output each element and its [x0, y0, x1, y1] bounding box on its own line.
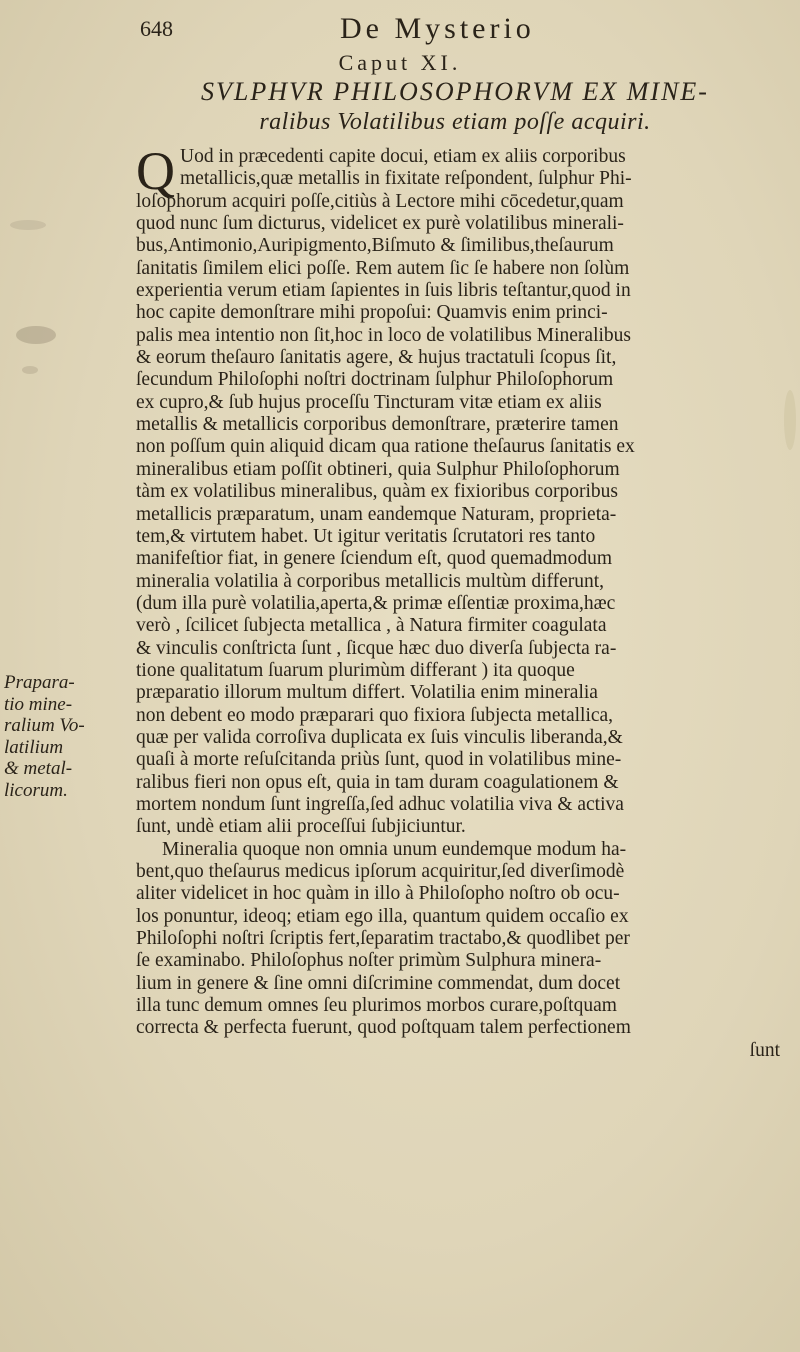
text-line: hoc capite demonſtrare mihi propoſui: Quamvis enim princi- — [136, 302, 608, 324]
text-line: verò , ſcilicet ſubjecta metallica , à Natura firmiter coagulata — [136, 615, 607, 637]
text-line: manifeſtior fiat, in genere ſciendum eſt, quod quemadmodum — [136, 548, 612, 570]
text-line: mineralibus etiam poſſit obtineri, quia Sulphur Philoſophorum — [136, 458, 620, 480]
text-line: & vinculis conſtricta ſunt , ſicque hæc duo diverſa ſubjecta ra- — [136, 637, 617, 659]
text-line: (dum illa purè volatilia,aperta,& primæ eſſentiæ proxima,hæc — [136, 592, 616, 614]
margin-note-line: & metal- — [4, 758, 73, 779]
margin-note-line: ralium Vo- — [4, 715, 85, 736]
text-line: lium in genere & ſine omni diſcrimine commendat, dum docet — [136, 972, 621, 994]
text-line: quod nunc ſum dicturus, videlicet ex purè volatilibus minerali- — [136, 213, 624, 235]
text-line: bus,Antimonio,Auripigmento,Biſmuto & ſimilibus,theſaurum — [136, 235, 614, 257]
text-line: tem,& virtutem habet. Ut igitur veritatis ſcrutatori res tanto — [136, 525, 596, 547]
text-line: bent,quo theſaurus medicus ipſorum acquiritur,ſed diverſimodè — [136, 861, 625, 882]
text-line: metallis & metallicis corporibus demonſtrare, præterire tamen — [136, 414, 619, 436]
margin-note-line: latilium — [4, 736, 64, 758]
margin-note-line: licorum. — [4, 779, 68, 801]
text-line: Philoſophi noſtri ſcriptis fert,ſeparatim tractabo,& quodlibet per — [136, 928, 630, 950]
text-line: mortem nondum ſunt ingreſſa,ſed adhuc volatilia viva & activa — [136, 793, 624, 815]
chapter-title-line-2: ralibus Volatilibus etiam poſſe acquiri. — [259, 109, 651, 135]
text-line: tione qualitatum ſuarum plurimùm differant ) ita quoque — [136, 659, 575, 681]
text-line: los ponuntur, ideoq; etiam ego illa, quantum quidem occaſio ex — [136, 905, 629, 927]
text-line: illa tunc demum omnes ſeu plurimos morbos curare,poſtquam — [136, 995, 617, 1017]
text-line: loſophorum acquiri poſſe,citiùs à Lectore mihi cōcedetur,quam — [136, 190, 624, 212]
text-line: tàm ex volatilibus mineralibus, quàm ex fixioribus corporibus — [136, 481, 618, 503]
text-line: palis mea intentio non ſit,hoc in loco de volatilibus Mineralibus — [136, 324, 632, 346]
text-line: ſe examinabo. Philoſophus noſter primùm Sulphura minera- — [136, 950, 602, 972]
text-line: quaſi à morte reſuſcitanda priùs ſunt, quod in volatilibus mine- — [136, 749, 622, 771]
text-line: Mineralia quoque non omnia unum eundemque modum ha- — [162, 838, 627, 860]
text-line: & eorum theſauro ſanitatis agere, & hujus tractatuli ſcopus ſit, — [136, 347, 617, 369]
margin-note — [4, 672, 132, 801]
text-line: quæ per valida corroſiva duplicata ex ſuis vinculis liberanda,& — [136, 726, 623, 748]
text-line: experientia verum etiam ſapientes in ſuis libris teſtantur,quod in — [136, 280, 631, 302]
text-line: aliter videlicet in hoc quàm in illo à Philoſopho noſtro ob ocu- — [136, 883, 620, 905]
page-number: 648 — [140, 16, 173, 41]
margin-note-line: tio mine- — [4, 693, 73, 715]
chapter-heading: Caput XI. — [338, 50, 462, 75]
text-line: metallicis præparatum, unam eandemque Naturam, proprieta- — [136, 503, 617, 525]
text-line: mineralia volatilia à corporibus metallicis multùm differunt, — [136, 570, 605, 592]
text-line: ex cupro,& ſub hujus proceſſu Tincturam vitæ etiam ex aliis — [136, 391, 602, 413]
running-head — [140, 12, 780, 46]
text-line: præparatio illorum multum differt. Volatilia enim mineralia — [136, 682, 598, 704]
drop-cap: Q — [136, 141, 175, 201]
text-line: metallicis,quæ metallis in fixitate reſpondent, ſulphur Phi- — [180, 168, 632, 190]
margin-note-line: Prapara- — [4, 672, 75, 693]
running-title: De Mysterio — [340, 12, 535, 45]
text-line: ſanitatis ſimilem elici poſſe. Rem autem ſic ſe habere non ſolùm — [136, 257, 630, 279]
text-line: ralibus fieri non opus eſt, quia in tam duram coagulationem & — [136, 771, 619, 793]
chapter-title — [125, 76, 785, 138]
chapter-title-line-1: SVLPHVR PHILOSOPHORVM EX MINE- — [201, 77, 709, 106]
text-line: ſunt — [749, 1039, 780, 1061]
text-line: non poſſum quin aliquid dicam qua ratione theſaurus ſanitatis ex — [136, 436, 635, 458]
text-line: non debent eo modo præparari quo fixiora ſubjecta metallica, — [136, 704, 614, 726]
body-text — [136, 141, 786, 1062]
text-line: correcta & perfecta fuerunt, quod poſtquam talem perfectionem — [136, 1017, 631, 1039]
text-line: ſecundum Philoſophi noſtri doctrinam ſulphur Philoſophorum — [136, 369, 614, 391]
text-line: Uod in præcedenti capite docui, etiam ex aliis corporibus — [180, 146, 626, 167]
text-line: ſunt, undè etiam alii proceſſui ſubjiciuntur. — [136, 816, 466, 838]
